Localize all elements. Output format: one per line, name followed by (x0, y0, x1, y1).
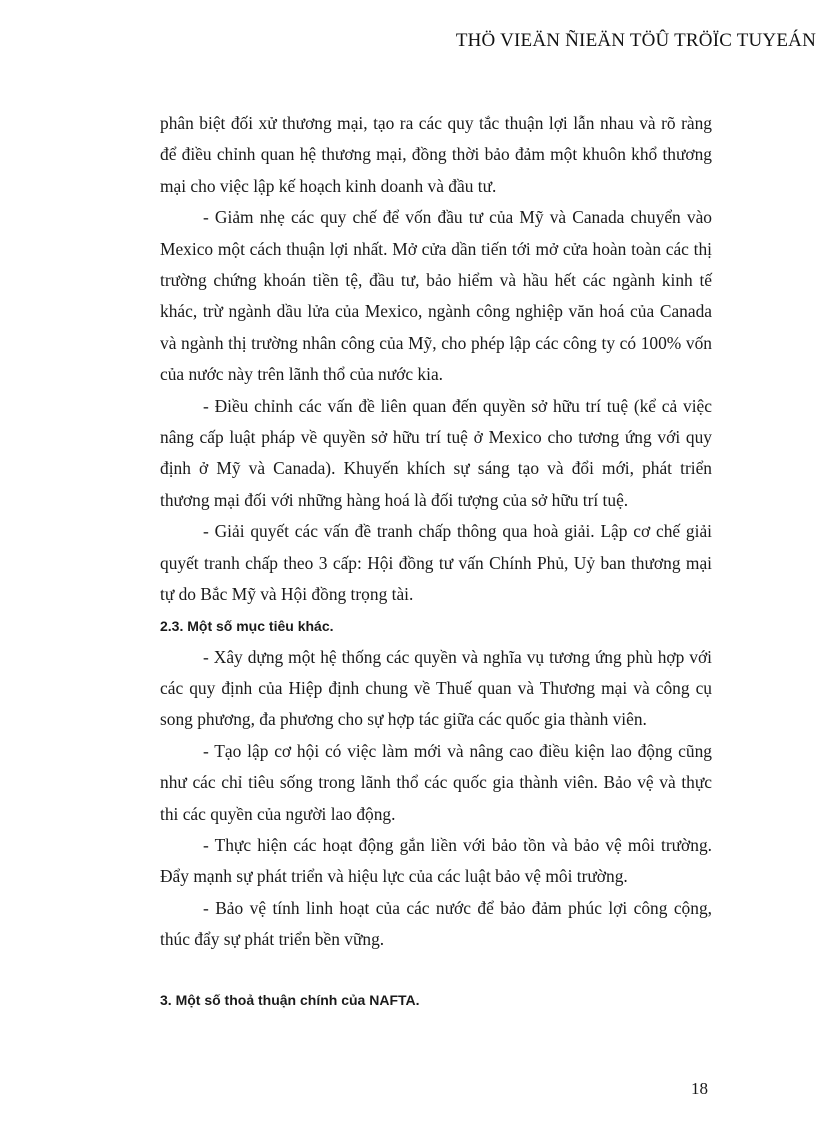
paragraph-dispute-resolution: - Giải quyết các vấn đề tranh chấp thông qua hoà giải. Lập cơ chế giải quyết tranh chấp theo 3 cấp: Hội đồng tư vấn Chính Phủ, Uỷ ban thương mại tự do Bắc Mỹ và Hội đồng trọng tài. (160, 521, 712, 605)
paragraph-trade-rules: phân biệt đối xử thương mại, tạo ra các quy tắc thuận lợi lẫn nhau và rõ ràng để điều chỉnh quan hệ thương mại, đồng thời bảo đảm một khuôn khổ thương mại cho việc lập kế hoạch kinh doanh và đầu tư. (160, 113, 712, 196)
paragraph-public-welfare: - Bảo vệ tính linh hoạt của các nước để bảo đảm phúc lợi công cộng, thúc đẩy sự phát triển bền vững. (160, 897, 712, 950)
paragraph-intellectual-property: - Điều chỉnh các vấn đề liên quan đến quyền sở hữu trí tuệ (kể cả việc nâng cấp luật pháp về quyền sở hữu trí tuệ ở Mexico cho tương ứng với quy định ở Mỹ và Canada). Khuyến khích sự sáng tạo và đổi mới, phát triển thương mại đối với những hàng hoá là đối tượng của sở hữu trí tuệ. (160, 395, 712, 510)
paragraph-rights-obligations: - Xây dựng một hệ thống các quyền và nghĩa vụ tương ứng phù hợp với các quy định của Hiệp định chung về Thuế quan và Thương mại và công cụ song phương, đa phương cho sự hợp tác giữa các quốc gia thành viên. (160, 646, 712, 730)
section-heading-2-3: 2.3. Một số mục tiêu khác. (160, 617, 334, 634)
paragraph-employment: - Tạo lập cơ hội có việc làm mới và nâng cao điều kiện lao động cũng như các chỉ tiêu sống trong lãnh thổ các quốc gia thành viên. Bảo vệ và thực thi các quyền của người lao động. (160, 740, 712, 824)
document-body (160, 108, 712, 1016)
section-heading-3: 3. Một số thoả thuận chính của NAFTA. (160, 991, 420, 1008)
paragraph-environment: - Thực hiện các hoạt động gắn liền với bảo tồn và bảo vệ môi trường. Đẩy mạnh sự phát triển và hiệu lực của các luật bảo vệ môi trường. (160, 834, 712, 887)
page-number: 18 (691, 1079, 708, 1098)
paragraph-investment: - Giảm nhẹ các quy chế để vốn đầu tư của Mỹ và Canada chuyển vào Mexico một cách thuận lợi nhất. Mở cửa dần tiến tới mở cửa hoàn toàn các thị trường chứng khoán tiền tệ, đầu tư, bảo hiểm và hầu hết các ngành kinh tế khác, trừ ngành dầu lửa của Mexico, ngành công nghiệp văn hoá của Canada và ngành thị trường nhân công của Mỹ, cho phép lập các công ty có 100% vốn của nước này trên lãnh thổ của nước kia. (160, 207, 712, 385)
page-header-title: THÖ VIEÄN ÑIEÄN TÖÛ TRÖÏC TUYEÁN (455, 30, 816, 51)
